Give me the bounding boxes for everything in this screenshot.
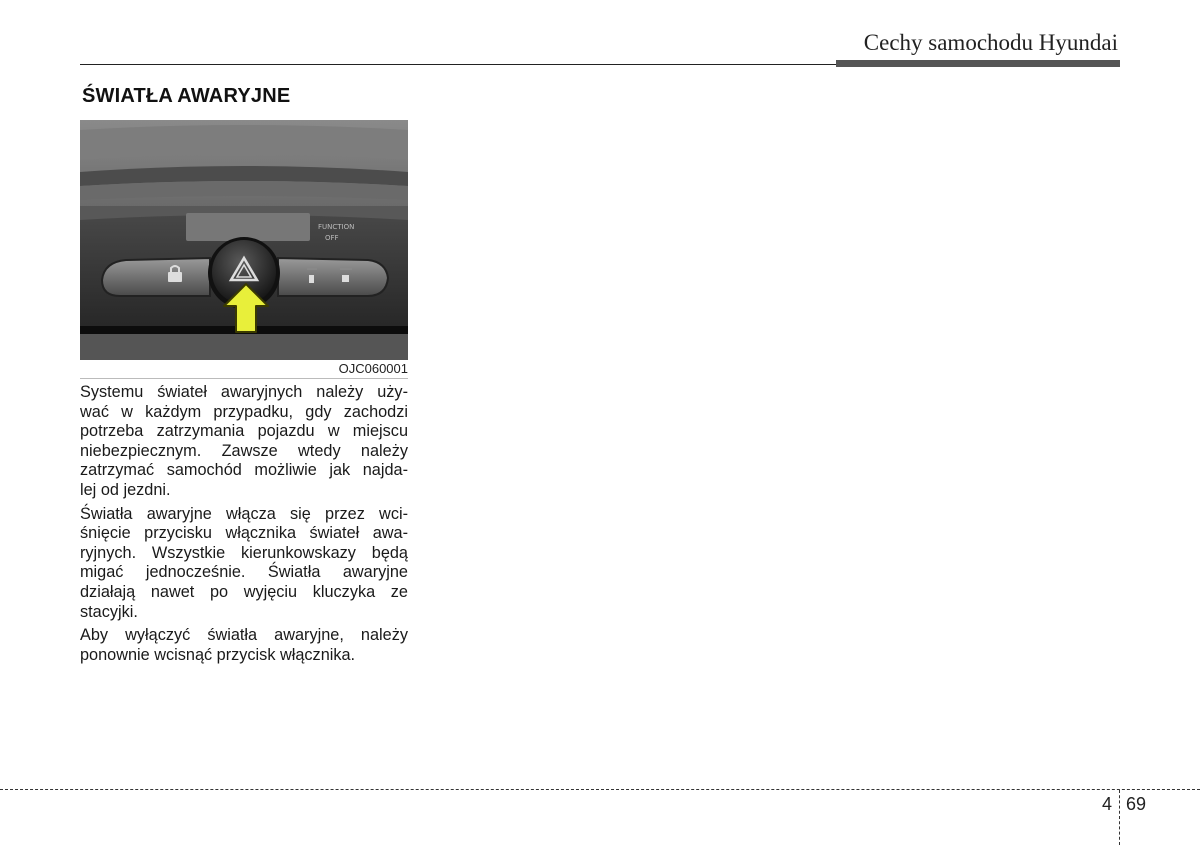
text-line: Systemu świateł awaryjnych należy uży- [80, 383, 408, 401]
section-heading: ŚWIATŁA AWARYJNE [82, 85, 291, 107]
chapter-number: 4 [1102, 794, 1113, 814]
text-line: zatrzymać samochód możliwie jak najda- [80, 461, 408, 480]
panel-label-function: FUNCTION [318, 223, 355, 231]
figure-bottom-rule [80, 378, 408, 379]
paragraph-2 [80, 505, 408, 623]
text-line: niebezpiecznym. Zawsze wtedy należy [80, 441, 408, 460]
page-number: 69 [1126, 794, 1147, 814]
text-line: Aby wyłączyć światła awaryjne, należy [80, 626, 408, 645]
header-title: Cechy samochodu Hyundai [863, 30, 1118, 55]
text-line: ponownie wcisnąć przycisk włącznika. [80, 645, 356, 664]
panel-label-off: OFF [325, 234, 339, 242]
paragraph-1 [80, 383, 408, 501]
header-rule [80, 64, 838, 65]
text-line: migać jednocześnie. Światła awaryjne [80, 563, 408, 582]
hazard-switch-figure [80, 120, 408, 378]
text-line: lej od jezdni. [80, 480, 171, 499]
header-rule-accent [836, 60, 1120, 67]
text-line: potrzeba zatrzymania pojazdu w miejscu [80, 422, 408, 441]
text-line: ryjnych. Wszystkie kierunkowskazy będą [80, 543, 408, 562]
hazard-switch-photo [80, 120, 408, 360]
body-text [80, 383, 408, 669]
footer-rule [0, 789, 1200, 790]
figure-code: OJC060001 [338, 361, 408, 376]
text-line: stacyjki. [80, 602, 138, 621]
text-line: działają nawet po wyjęciu kluczyka ze [80, 582, 408, 601]
footer-divider [1119, 790, 1120, 845]
text-line: wać w każdym przypadku, gdy zachodzi [80, 402, 408, 421]
text-line: Światła awaryjne włącza się przez wci- [80, 504, 408, 523]
text-line: śnięcie przycisku włącznika świateł awa- [80, 524, 408, 543]
paragraph-3 [80, 626, 408, 665]
